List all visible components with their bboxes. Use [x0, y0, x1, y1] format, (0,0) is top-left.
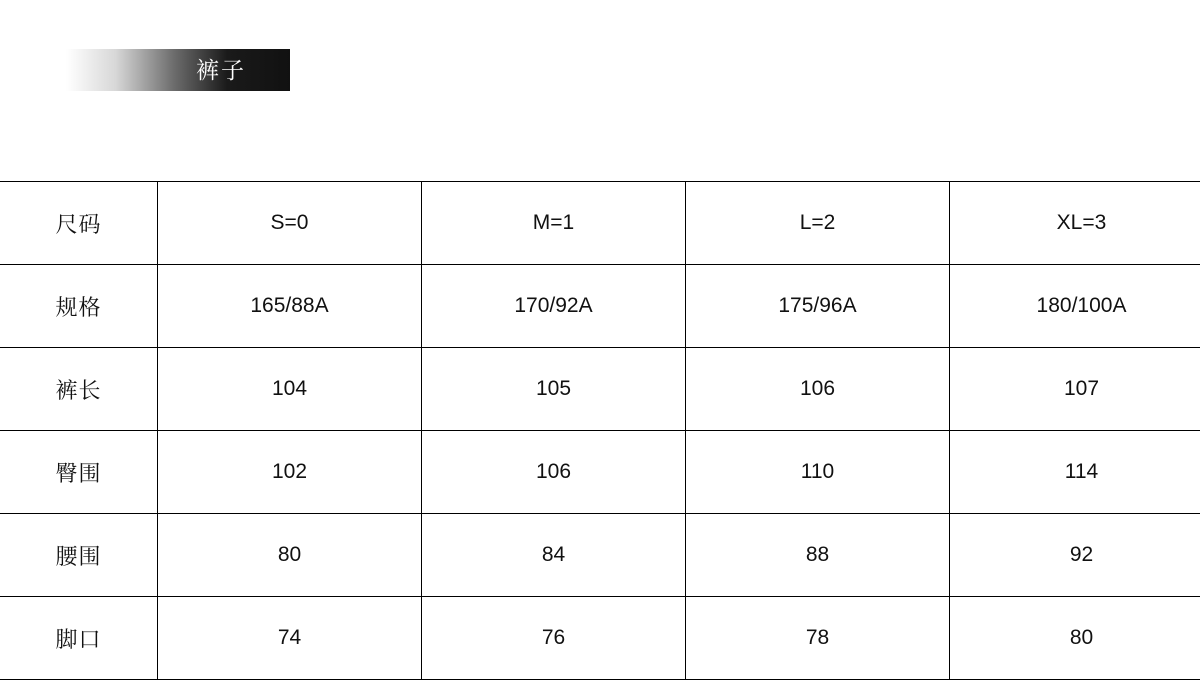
table-cell: 105: [422, 348, 686, 431]
row-label: 臀围: [0, 431, 158, 514]
table-row: [0, 431, 1200, 514]
table-cell: 84: [422, 514, 686, 597]
table-row: [0, 514, 1200, 597]
table-row: [0, 348, 1200, 431]
table-cell: 170/92A: [422, 265, 686, 348]
row-label: 腰围: [0, 514, 158, 597]
row-label: 尺码: [0, 182, 158, 265]
row-label: 裤长: [0, 348, 158, 431]
table-cell: 80: [158, 514, 422, 597]
table-cell: 180/100A: [950, 265, 1200, 348]
table-cell: 74: [158, 597, 422, 680]
table-cell: 106: [422, 431, 686, 514]
table-cell: 175/96A: [686, 265, 950, 348]
table-row: [0, 265, 1200, 348]
table-cell: 76: [422, 597, 686, 680]
table-cell: 107: [950, 348, 1200, 431]
table-cell: 114: [950, 431, 1200, 514]
table-cell: 80: [950, 597, 1200, 680]
table-cell: 102: [158, 431, 422, 514]
table-cell: 78: [686, 597, 950, 680]
table-row: [0, 597, 1200, 680]
row-label: 规格: [0, 265, 158, 348]
table-cell: 104: [158, 348, 422, 431]
table-cell: 106: [686, 348, 950, 431]
table-cell: 88: [686, 514, 950, 597]
table-row: [0, 182, 1200, 265]
table-cell: 110: [686, 431, 950, 514]
page-title: 裤子: [196, 59, 246, 82]
size-specification-table: [0, 181, 1200, 680]
table-cell: M=1: [422, 182, 686, 265]
row-label: 脚口: [0, 597, 158, 680]
table-cell: L=2: [686, 182, 950, 265]
table-cell: XL=3: [950, 182, 1200, 265]
table-cell: 92: [950, 514, 1200, 597]
table-cell: S=0: [158, 182, 422, 265]
table-cell: 165/88A: [158, 265, 422, 348]
title-banner: [66, 49, 290, 91]
